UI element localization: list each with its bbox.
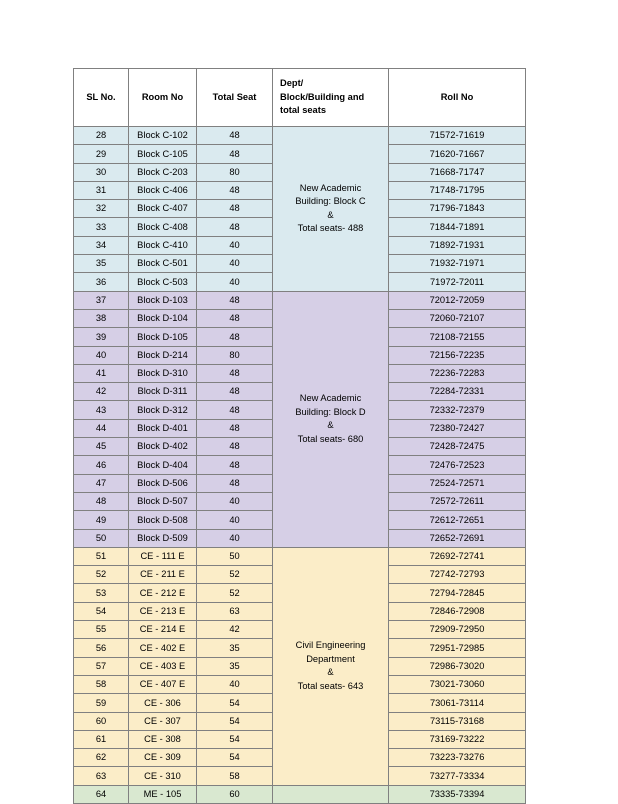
row-total-seat: 48 [197, 438, 273, 456]
row-sl-no: 45 [74, 438, 129, 456]
row-room-no: Block D-311 [129, 383, 197, 401]
row-roll-no: 73061-73114 [389, 694, 526, 712]
column-header-dept-line-2: Block/Building and [280, 91, 365, 102]
row-total-seat: 40 [197, 492, 273, 510]
row-roll-no: 72909-72950 [389, 621, 526, 639]
row-sl-no: 32 [74, 200, 129, 218]
row-total-seat: 48 [197, 474, 273, 492]
row-roll-no: 73335-73394 [389, 785, 526, 803]
row-total-seat: 42 [197, 621, 273, 639]
row-room-no: Block D-508 [129, 511, 197, 529]
dept-group-cell [273, 547, 389, 785]
row-total-seat: 54 [197, 749, 273, 767]
row-roll-no: 72380-72427 [389, 419, 526, 437]
row-roll-no: 72794-72845 [389, 584, 526, 602]
row-total-seat: 58 [197, 767, 273, 785]
row-room-no: Block D-507 [129, 492, 197, 510]
row-total-seat: 48 [197, 218, 273, 236]
header-row [74, 69, 526, 127]
row-roll-no: 73115-73168 [389, 712, 526, 730]
row-roll-no: 71932-71971 [389, 255, 526, 273]
column-header-room-no: Room No [129, 69, 197, 127]
dept-group-line: Civil Engineering [295, 640, 366, 651]
row-room-no: Block C-105 [129, 145, 197, 163]
row-roll-no: 72108-72155 [389, 328, 526, 346]
row-roll-no: 71892-71931 [389, 236, 526, 254]
row-sl-no: 57 [74, 657, 129, 675]
row-room-no: Block D-509 [129, 529, 197, 547]
row-room-no: CE - 306 [129, 694, 197, 712]
column-header-dept-line-3: total seats [280, 105, 326, 116]
row-room-no: CE - 307 [129, 712, 197, 730]
dept-group-line: & [327, 667, 334, 678]
row-sl-no: 39 [74, 328, 129, 346]
row-sl-no: 31 [74, 181, 129, 199]
dept-group-line: & [327, 209, 334, 220]
row-roll-no: 73223-73276 [389, 749, 526, 767]
row-sl-no: 33 [74, 218, 129, 236]
row-sl-no: 38 [74, 309, 129, 327]
row-room-no: CE - 309 [129, 749, 197, 767]
dept-group-cell [273, 127, 389, 292]
row-sl-no: 58 [74, 675, 129, 693]
table-header [74, 69, 526, 127]
row-room-no: Block D-105 [129, 328, 197, 346]
row-roll-no: 72846-72908 [389, 602, 526, 620]
row-roll-no: 72951-72985 [389, 639, 526, 657]
row-sl-no: 47 [74, 474, 129, 492]
row-roll-no: 72012-72059 [389, 291, 526, 309]
row-roll-no: 72742-72793 [389, 566, 526, 584]
row-sl-no: 51 [74, 547, 129, 565]
table-row [74, 785, 526, 803]
row-room-no: Block C-408 [129, 218, 197, 236]
row-total-seat: 60 [197, 785, 273, 803]
row-roll-no: 72572-72611 [389, 492, 526, 510]
row-sl-no: 56 [74, 639, 129, 657]
row-roll-no: 72060-72107 [389, 309, 526, 327]
row-room-no: CE - 111 E [129, 547, 197, 565]
column-header-dept [273, 69, 389, 127]
row-sl-no: 62 [74, 749, 129, 767]
row-room-no: CE - 310 [129, 767, 197, 785]
row-room-no: Block C-501 [129, 255, 197, 273]
row-room-no: Block C-102 [129, 127, 197, 145]
row-roll-no: 72612-72651 [389, 511, 526, 529]
row-sl-no: 29 [74, 145, 129, 163]
row-sl-no: 41 [74, 364, 129, 382]
row-sl-no: 53 [74, 584, 129, 602]
row-sl-no: 43 [74, 401, 129, 419]
row-room-no: Block C-406 [129, 181, 197, 199]
dept-group-line: Department [306, 653, 355, 664]
row-roll-no: 71796-71843 [389, 200, 526, 218]
dept-group-line: Building: Block C [295, 196, 366, 207]
row-sl-no: 37 [74, 291, 129, 309]
row-sl-no: 48 [74, 492, 129, 510]
row-total-seat: 40 [197, 273, 273, 291]
dept-group-line: & [327, 420, 334, 431]
row-total-seat: 35 [197, 657, 273, 675]
dept-group-line: New Academic [299, 393, 362, 404]
row-sl-no: 64 [74, 785, 129, 803]
row-roll-no: 73021-73060 [389, 675, 526, 693]
row-sl-no: 55 [74, 621, 129, 639]
dept-group-line: New Academic [299, 182, 362, 193]
row-sl-no: 35 [74, 255, 129, 273]
row-roll-no: 72524-72571 [389, 474, 526, 492]
row-roll-no: 72332-72379 [389, 401, 526, 419]
row-room-no: CE - 214 E [129, 621, 197, 639]
row-sl-no: 54 [74, 602, 129, 620]
row-total-seat: 48 [197, 419, 273, 437]
row-room-no: Block D-214 [129, 346, 197, 364]
row-total-seat: 80 [197, 163, 273, 181]
row-total-seat: 52 [197, 584, 273, 602]
row-room-no: Block C-407 [129, 200, 197, 218]
row-room-no: Block C-503 [129, 273, 197, 291]
row-room-no: CE - 212 E [129, 584, 197, 602]
row-room-no: Block D-312 [129, 401, 197, 419]
row-total-seat: 48 [197, 145, 273, 163]
dept-group-line: Total seats- 488 [297, 223, 364, 234]
row-total-seat: 48 [197, 291, 273, 309]
row-room-no: Block D-310 [129, 364, 197, 382]
row-roll-no: 71972-72011 [389, 273, 526, 291]
row-sl-no: 34 [74, 236, 129, 254]
row-total-seat: 48 [197, 364, 273, 382]
row-total-seat: 80 [197, 346, 273, 364]
row-sl-no: 40 [74, 346, 129, 364]
row-roll-no: 72652-72691 [389, 529, 526, 547]
row-room-no: Block C-203 [129, 163, 197, 181]
row-roll-no: 72692-72741 [389, 547, 526, 565]
table-body [74, 127, 526, 804]
row-total-seat: 50 [197, 547, 273, 565]
row-room-no: CE - 402 E [129, 639, 197, 657]
row-total-seat: 48 [197, 401, 273, 419]
row-sl-no: 60 [74, 712, 129, 730]
row-sl-no: 59 [74, 694, 129, 712]
row-roll-no: 72428-72475 [389, 438, 526, 456]
dept-group-line: Total seats- 643 [297, 680, 364, 691]
row-total-seat: 54 [197, 730, 273, 748]
column-header-roll-no: Roll No [389, 69, 526, 127]
row-room-no: Block D-404 [129, 456, 197, 474]
row-sl-no: 49 [74, 511, 129, 529]
row-room-no: CE - 211 E [129, 566, 197, 584]
row-sl-no: 42 [74, 383, 129, 401]
row-room-no: CE - 407 E [129, 675, 197, 693]
row-sl-no: 30 [74, 163, 129, 181]
column-header-sl-no: SL No. [74, 69, 129, 127]
row-room-no: Block D-402 [129, 438, 197, 456]
table-row [74, 547, 526, 565]
dept-group-line: Total seats- 680 [297, 433, 364, 444]
row-room-no: CE - 403 E [129, 657, 197, 675]
row-roll-no: 72236-72283 [389, 364, 526, 382]
row-roll-no: 72156-72235 [389, 346, 526, 364]
row-total-seat: 40 [197, 255, 273, 273]
row-total-seat: 48 [197, 309, 273, 327]
column-header-total-seat: Total Seat [197, 69, 273, 127]
row-roll-no: 71668-71747 [389, 163, 526, 181]
row-sl-no: 28 [74, 127, 129, 145]
dept-group-cell [273, 785, 389, 803]
row-sl-no: 63 [74, 767, 129, 785]
row-sl-no: 44 [74, 419, 129, 437]
row-total-seat: 48 [197, 200, 273, 218]
row-total-seat: 54 [197, 694, 273, 712]
row-room-no: CE - 308 [129, 730, 197, 748]
row-roll-no: 71844-71891 [389, 218, 526, 236]
row-sl-no: 46 [74, 456, 129, 474]
row-roll-no: 73277-73334 [389, 767, 526, 785]
row-roll-no: 72476-72523 [389, 456, 526, 474]
row-room-no: Block D-506 [129, 474, 197, 492]
row-roll-no: 71572-71619 [389, 127, 526, 145]
row-total-seat: 48 [197, 383, 273, 401]
row-sl-no: 50 [74, 529, 129, 547]
table-row [74, 127, 526, 145]
row-roll-no: 73169-73222 [389, 730, 526, 748]
row-total-seat: 40 [197, 529, 273, 547]
row-room-no: Block D-401 [129, 419, 197, 437]
row-roll-no: 71748-71795 [389, 181, 526, 199]
row-total-seat: 54 [197, 712, 273, 730]
row-room-no: ME - 105 [129, 785, 197, 803]
seat-allocation-table [73, 68, 526, 804]
row-total-seat: 40 [197, 511, 273, 529]
row-total-seat: 40 [197, 675, 273, 693]
row-sl-no: 36 [74, 273, 129, 291]
row-total-seat: 48 [197, 456, 273, 474]
column-header-dept-line-1: Dept/ [280, 78, 304, 89]
table-row [74, 291, 526, 309]
row-total-seat: 52 [197, 566, 273, 584]
row-room-no: Block D-104 [129, 309, 197, 327]
row-room-no: Block C-410 [129, 236, 197, 254]
dept-group-cell [273, 291, 389, 547]
row-total-seat: 48 [197, 328, 273, 346]
row-room-no: Block D-103 [129, 291, 197, 309]
row-room-no: CE - 213 E [129, 602, 197, 620]
row-total-seat: 48 [197, 127, 273, 145]
row-roll-no: 71620-71667 [389, 145, 526, 163]
row-total-seat: 35 [197, 639, 273, 657]
row-roll-no: 72284-72331 [389, 383, 526, 401]
row-total-seat: 63 [197, 602, 273, 620]
row-roll-no: 72986-73020 [389, 657, 526, 675]
row-total-seat: 40 [197, 236, 273, 254]
row-total-seat: 48 [197, 181, 273, 199]
row-sl-no: 61 [74, 730, 129, 748]
dept-group-line: Building: Block D [295, 406, 366, 417]
row-sl-no: 52 [74, 566, 129, 584]
